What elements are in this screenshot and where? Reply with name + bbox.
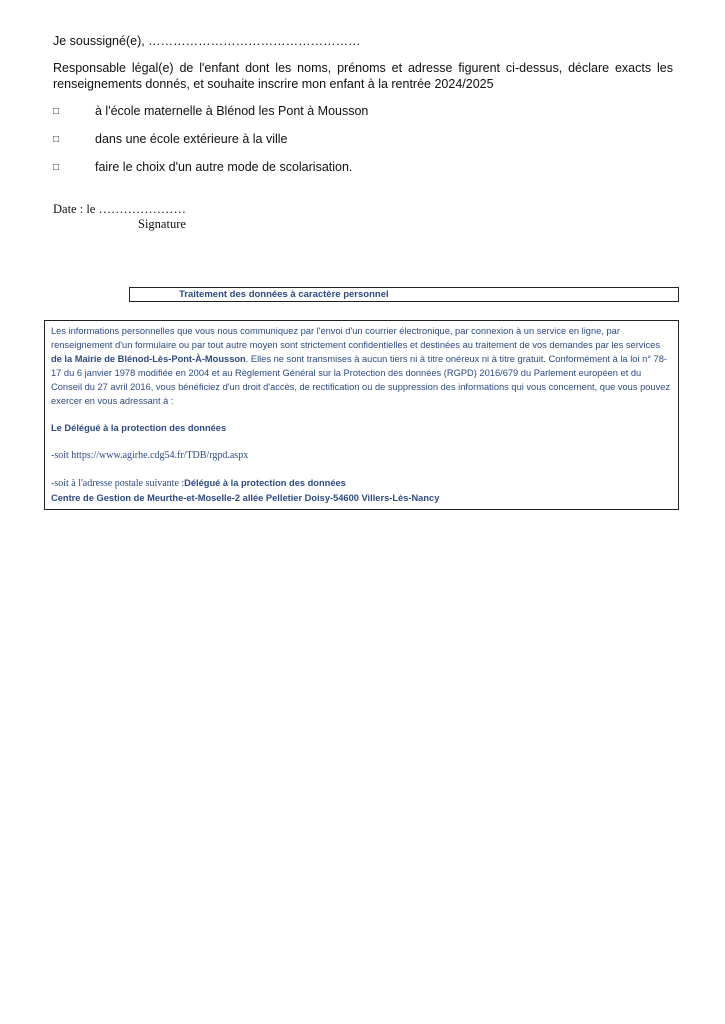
postal-recipient: Délégué à la protection des données xyxy=(184,478,346,488)
option-autre-mode[interactable] xyxy=(53,159,352,176)
checkbox-ecole-exterieure[interactable]: □ xyxy=(53,134,60,145)
rgpd-paragraph-part1: Les informations personnelles que vous nous communiquez par l'envoi d'un courrier électronique, par connexion à un service en ligne, par renseignement d'un formulaire ou par tout autre moyen sont strictement confidentielles et destinées au traitement de vos demandes par les services xyxy=(51,326,660,350)
rgpd-paragraph-part2: . Elles ne sont transmises à aucun tiers ni à titre onéreux ni à titre gratuit. Conformément à la loi n° 78-17 du 6 janvier 1978 modifiée en 2004 et au Règlement Général sur la Protection des données (RGPD) 2016/679 du Parlement européen et du Conseil du 27 avril 2016, vous bénéficiez d'un droit d'accès, de rectification ou de suppression des informations qui vous concernent, que vous pouvez exercer en vous adressant à : xyxy=(51,354,671,406)
rgpd-mairie-name: de la Mairie de Blénod-Lès-Pont-À-Mousson xyxy=(51,354,246,364)
dpo-web-link[interactable]: -soit https://www.agirhe.cdg54.fr/TDB/rgpd.aspx xyxy=(51,450,249,461)
option-autre-mode-label: faire le choix d'un autre mode de scolarisation. xyxy=(95,160,353,174)
option-ecole-exterieure[interactable] xyxy=(53,131,287,148)
postal-lead: -soit à l'adresse postale suivante : xyxy=(51,478,185,489)
intro-line: Je soussigné(e), …………………………………………… xyxy=(53,34,361,48)
date-line: Date : le ………………… xyxy=(53,202,186,216)
option-ecole-exterieure-label: dans une école extérieure à la ville xyxy=(95,132,288,146)
signature-label: Signature xyxy=(138,217,186,231)
declaration-paragraph: Responsable légal(e) de l'enfant dont les noms, prénoms et adresse figurent ci-dessus, déclare exacts les renseignements donnés, et souhaite inscrire mon enfant à la rentrée 2024/2025 xyxy=(53,61,673,91)
dpo-title: Le Délégué à la protection des données xyxy=(51,423,227,433)
dpo-address: Centre de Gestion de Meurthe-et-Moselle-2 allée Pelletier Doisy-54600 Villers-Lès-Nancy xyxy=(51,493,440,503)
rgpd-paragraph xyxy=(51,324,672,408)
checkbox-maternelle[interactable]: □ xyxy=(53,106,60,117)
dpo-postal-line xyxy=(51,476,672,491)
option-maternelle-label: à l'école maternelle à Blénod les Pont à Mousson xyxy=(95,104,369,118)
checkbox-autre-mode[interactable]: □ xyxy=(53,162,60,173)
rgpd-header-title: Traitement des données à caractère personnel xyxy=(179,289,389,300)
rgpd-info-box xyxy=(44,320,679,510)
rgpd-header-box xyxy=(129,287,679,302)
option-maternelle[interactable] xyxy=(53,103,368,120)
